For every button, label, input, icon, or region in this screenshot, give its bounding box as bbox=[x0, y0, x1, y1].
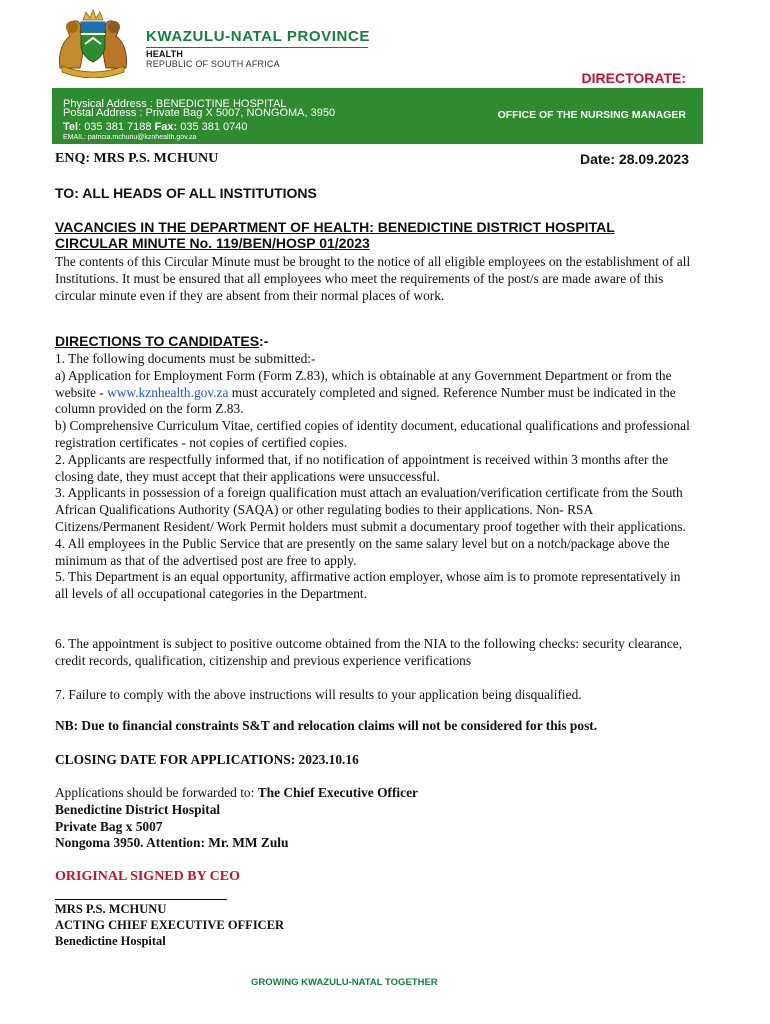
physical-address: Physical Address : BENEDICTINE HOSPITAL bbox=[63, 98, 287, 110]
direction-item-6: 6. The appointment is subject to positive outcome obtained from the NIA to the following checks: security clearance, credit records, qualification, citizenship and previous experience verifications bbox=[55, 636, 683, 668]
forward-label: Applications should be forwarded to: bbox=[55, 785, 258, 800]
item-1a-text-end: must accurately completed and signed. Reference Number must be indicated in the column provided on the form Z.83. bbox=[55, 384, 676, 417]
vacancy-heading bbox=[55, 219, 705, 251]
signatory-title: ACTING CHIEF EXECUTIVE OFFICER bbox=[55, 918, 285, 932]
signatory-organisation: Benedictine Hospital bbox=[55, 934, 166, 948]
direction-item-3: 3. Applicants in possession of a foreign qualification must attach an evaluation/verification certificate from the South African Qualifications Authority (SAQA) or other regulating bodies to their applications. Non- RSA Citizens/Permanent Resident/ Work Permit holders must submit a documentary proof together with their applications. bbox=[55, 485, 686, 534]
address-line-3: Nongoma 3950. Attention: Mr. MM Zulu bbox=[55, 835, 289, 851]
nb-note: NB: Due to financial constraints S&T and relocation claims will not be considered for this post. bbox=[55, 718, 598, 733]
directions-heading-text: DIRECTIONS TO CANDIDATES bbox=[55, 333, 260, 349]
enquiry-row bbox=[55, 151, 689, 167]
email-address: EMAIL: patricia.mchunu@kznhealth.gov.za bbox=[63, 134, 197, 141]
province-name: KWAZULU-NATAL PROVINCE bbox=[146, 28, 371, 45]
direction-item-2: 2. Applicants are respectfully informed that, if no notification of appointment is received within 3 months after the closing date, they must accept that their applications were unsuccessful. bbox=[55, 451, 669, 484]
document-date: Date: 28.09.2023 bbox=[580, 151, 689, 167]
direction-item-1a bbox=[55, 368, 695, 418]
signed-statement: ORIGINAL SIGNED BY CEO bbox=[55, 869, 241, 884]
letterhead-rule bbox=[146, 47, 368, 48]
address-banner bbox=[52, 88, 703, 144]
fax-number: 035 381 0740 bbox=[180, 121, 248, 133]
contact-numbers bbox=[63, 121, 248, 133]
directorate-label: DIRECTORATE: bbox=[581, 70, 686, 86]
signature-block bbox=[55, 901, 284, 949]
address-line-1: Benedictine District Hospital bbox=[55, 801, 221, 817]
closing-date: CLOSING DATE FOR APPLICATIONS: 2023.10.16 bbox=[55, 752, 359, 767]
forward-recipient: The Chief Executive Officer bbox=[257, 785, 418, 800]
direction-item-7: 7. Failure to comply with the above instructions will results to your application being disqualified. bbox=[55, 687, 582, 702]
website-link[interactable]: www.kznhealth.gov.za bbox=[107, 384, 229, 400]
signature-line bbox=[55, 899, 227, 900]
fax-label: Fax: bbox=[154, 121, 178, 133]
letterhead-brand bbox=[146, 28, 370, 69]
direction-item-4: 4. All employees in the Public Service that are presently on the same salary level but on a notch/package above the minimum as that of the advertised post are free to apply. bbox=[55, 535, 670, 568]
vacancy-title: VACANCIES IN THE DEPARTMENT OF HEALTH: BENEDICTINE DISTRICT HOSPITAL bbox=[55, 219, 615, 235]
direction-item-5: 5. This Department is an equal opportunity, affirmative action employer, whose aim is to promote representatively in all levels of all occupational categories in the Department. bbox=[55, 569, 681, 602]
item-1a-text: a) Application for Employment Form (Form Z.83), which is obtainable at any Government Department or from the website - bbox=[55, 367, 672, 400]
directions-heading-suffix: :- bbox=[259, 333, 269, 349]
footer-slogan: GROWING KWAZULU-NATAL TOGETHER bbox=[251, 977, 438, 988]
recipients: TO: ALL HEADS OF ALL INSTITUTIONS bbox=[55, 185, 317, 201]
coat-of-arms-crest bbox=[52, 8, 134, 78]
department-name: HEALTH bbox=[146, 49, 184, 59]
office-name: OFFICE OF THE NURSING MANAGER bbox=[497, 109, 686, 121]
directions-list bbox=[55, 351, 695, 603]
directions-heading bbox=[55, 333, 268, 349]
tel-number: : 035 381 7188 bbox=[78, 121, 152, 133]
address-line-2: Private Bag x 5007 bbox=[55, 818, 163, 834]
direction-item-1: 1. The following documents must be submitted:- bbox=[55, 351, 316, 366]
enquiry: ENQ: MRS P.S. MCHUNU bbox=[55, 151, 219, 166]
circular-number: CIRCULAR MINUTE No. 119/BEN/HOSP 01/2023 bbox=[55, 235, 370, 251]
direction-item-1b: b) Comprehensive Curriculum Vitae, certified copies of identity document, educational qualifications and professional registration certificates - not copies of certified copies. bbox=[55, 418, 690, 450]
forward-line bbox=[55, 785, 695, 802]
country-name: REPUBLIC OF SOUTH AFRICA bbox=[146, 59, 280, 69]
forwarding-address bbox=[55, 785, 695, 852]
tel-label: Tel bbox=[63, 121, 79, 133]
signatory-name: MRS P.S. MCHUNU bbox=[55, 902, 167, 916]
intro-paragraph: The contents of this Circular Minute must be brought to the notice of all eligible employees on the establishment of all Institutions. It must be ensured that all employees who meet the requirements of the post/s are made aware of this circular minute even if they are absent from their normal places of work. bbox=[55, 254, 691, 303]
postal-address: Postal Address : Private Bag X 5007, NONGOMA, 3950 bbox=[63, 107, 336, 119]
